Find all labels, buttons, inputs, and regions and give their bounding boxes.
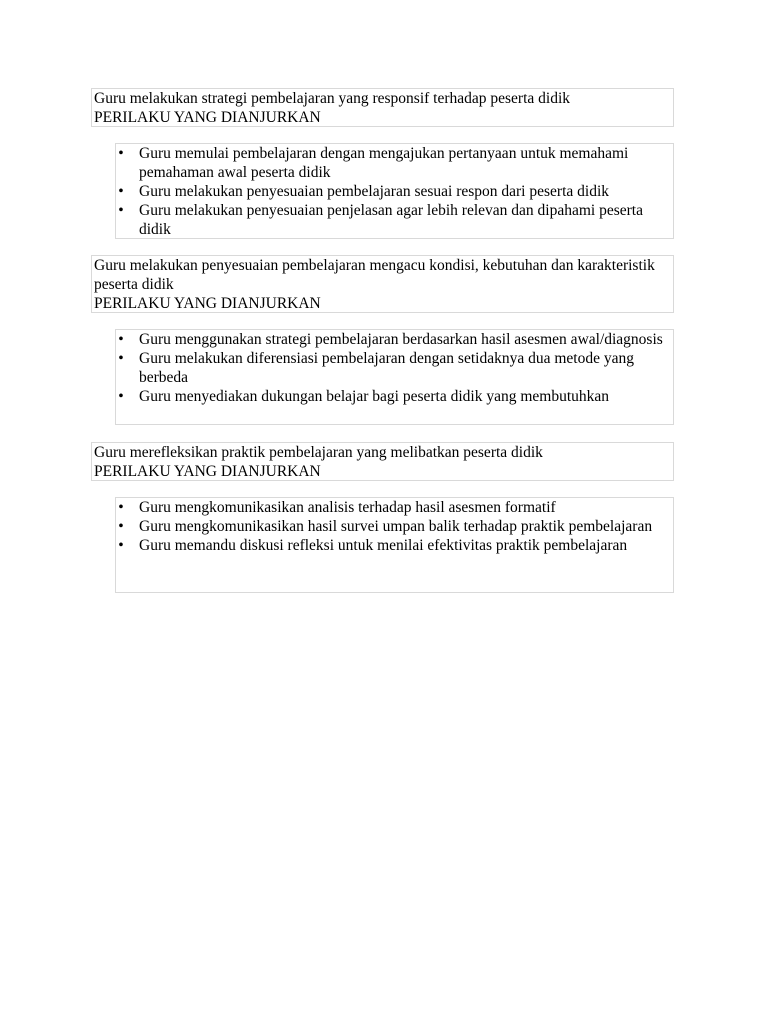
list-item: • Guru menyediakan dukungan belajar bagi peserta didik yang membutuhkan <box>116 387 673 406</box>
list-item: • Guru melakukan penyesuaian penjelasan agar lebih relevan dan dipahami peserta didik <box>116 201 673 239</box>
section-2-heading <box>91 255 674 313</box>
section-3-list <box>115 497 674 593</box>
list-item: • Guru memandu diskusi refleksi untuk menilai efektivitas praktik pembelajaran <box>116 536 673 555</box>
list-item: • Guru menggunakan strategi pembelajaran berdasarkan hasil asesmen awal/diagnosis <box>116 330 673 349</box>
bullet-icon: • <box>118 518 124 535</box>
bullet-icon: • <box>118 145 124 162</box>
bullet-icon: • <box>118 331 124 348</box>
bullet-icon: • <box>118 537 124 554</box>
section-title: Guru melakukan penyesuaian pembelajaran mengacu kondisi, kebutuhan dan karakteristik peserta didik <box>94 257 655 293</box>
list-item: • Guru melakukan diferensiasi pembelajaran dengan setidaknya dua metode yang berbeda <box>116 349 673 387</box>
bullet-icon: • <box>118 350 124 367</box>
section-subheading: PERILAKU YANG DIANJURKAN <box>94 109 321 126</box>
bullet-icon: • <box>118 499 124 516</box>
section-1-list <box>115 143 674 239</box>
list-item: • Guru mengkomunikasikan analisis terhadap hasil asesmen formatif <box>116 498 673 517</box>
section-3-heading <box>91 442 674 481</box>
list-item: • Guru memulai pembelajaran dengan mengajukan pertanyaan untuk memahami pemahaman awal peserta didik <box>116 144 673 182</box>
section-1-heading <box>91 88 674 127</box>
list-item: • Guru mengkomunikasikan hasil survei umpan balik terhadap praktik pembelajaran <box>116 517 673 536</box>
section-subheading: PERILAKU YANG DIANJURKAN <box>94 295 321 312</box>
list-item: • Guru melakukan penyesuaian pembelajaran sesuai respon dari peserta didik <box>116 182 673 201</box>
section-title: Guru merefleksikan praktik pembelajaran yang melibatkan peserta didik <box>94 444 543 461</box>
section-subheading: PERILAKU YANG DIANJURKAN <box>94 463 321 480</box>
bullet-icon: • <box>118 202 124 219</box>
bullet-icon: • <box>118 183 124 200</box>
section-title: Guru melakukan strategi pembelajaran yang responsif terhadap peserta didik <box>94 90 571 107</box>
section-2-list <box>115 329 674 425</box>
bullet-icon: • <box>118 388 124 405</box>
